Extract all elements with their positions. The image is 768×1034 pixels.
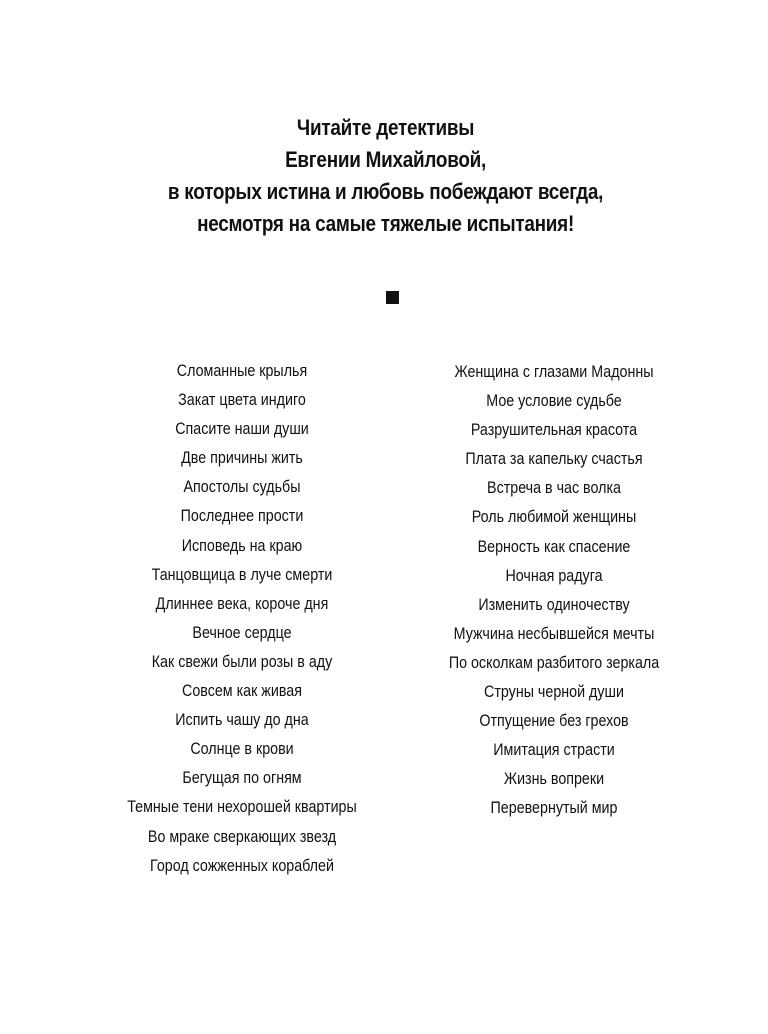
book-title: Сломанные крылья xyxy=(176,361,308,380)
book-title: Мужчина несбывшейся мечты xyxy=(453,623,655,643)
heading-line: Евгении Михайловой, xyxy=(285,147,486,172)
book-title: Испить чашу до дна xyxy=(175,710,309,730)
book-title: По осколкам разбитого зеркала xyxy=(448,652,660,672)
book-title: Имитация страсти xyxy=(493,740,615,760)
book-title: Город сожженных кораблей xyxy=(150,855,334,875)
book-title: Разрушительная красота xyxy=(470,420,638,440)
book-title: Бегущая по огням xyxy=(182,768,302,788)
book-title: Женщина с глазами Мадонны xyxy=(454,362,654,381)
heading-line: Читайте детективы xyxy=(296,115,475,140)
book-title: Исповедь на краю xyxy=(181,535,303,555)
page-heading xyxy=(55,112,715,240)
book-title: Встреча в час волка xyxy=(487,478,621,498)
book-title: Солнце в крови xyxy=(190,739,294,759)
book-title: Совсем как живая xyxy=(182,681,302,701)
heading-line: несмотря на самые тяжелые испытания! xyxy=(197,211,575,236)
book-title: Во мраке сверкающих звезд xyxy=(147,826,337,846)
book-title: Отпущение без грехов xyxy=(479,711,629,731)
book-title: Длиннее века, короче дня xyxy=(155,593,329,613)
book-title: Спасите наши души xyxy=(175,419,309,439)
book-title: Роль любимой женщины xyxy=(471,507,637,527)
book-title: Верность как спасение xyxy=(477,536,631,556)
square-ornament-icon xyxy=(386,291,399,304)
book-title: Как свежи были розы в аду xyxy=(151,651,333,671)
book-title: Темные тени нехорошей квартиры xyxy=(127,797,357,817)
book-title: Апостолы судьбы xyxy=(183,477,301,497)
titles-list-left xyxy=(116,356,368,880)
book-title: Последнее прости xyxy=(180,506,304,526)
book-title: Две причины жить xyxy=(181,448,303,468)
book-title: Струны черной души xyxy=(484,682,624,702)
book-title: Вечное сердце xyxy=(192,622,292,642)
book-title: Мое условие судьбе xyxy=(486,391,622,411)
book-title: Жизнь вопреки xyxy=(503,769,605,789)
book-title: Перевернутый мир xyxy=(490,798,618,818)
book-title: Танцовщица в луче смерти xyxy=(151,564,333,584)
book-title: Плата за капельку счастья xyxy=(465,449,643,469)
heading-line: в которых истина и любовь побеждают всегда, xyxy=(167,179,604,204)
book-title: Ночная радуга xyxy=(505,565,603,585)
book-title: Изменить одиночеству xyxy=(478,594,630,614)
titles-list-right xyxy=(428,357,680,823)
book-title: Закат цвета индиго xyxy=(178,390,306,410)
